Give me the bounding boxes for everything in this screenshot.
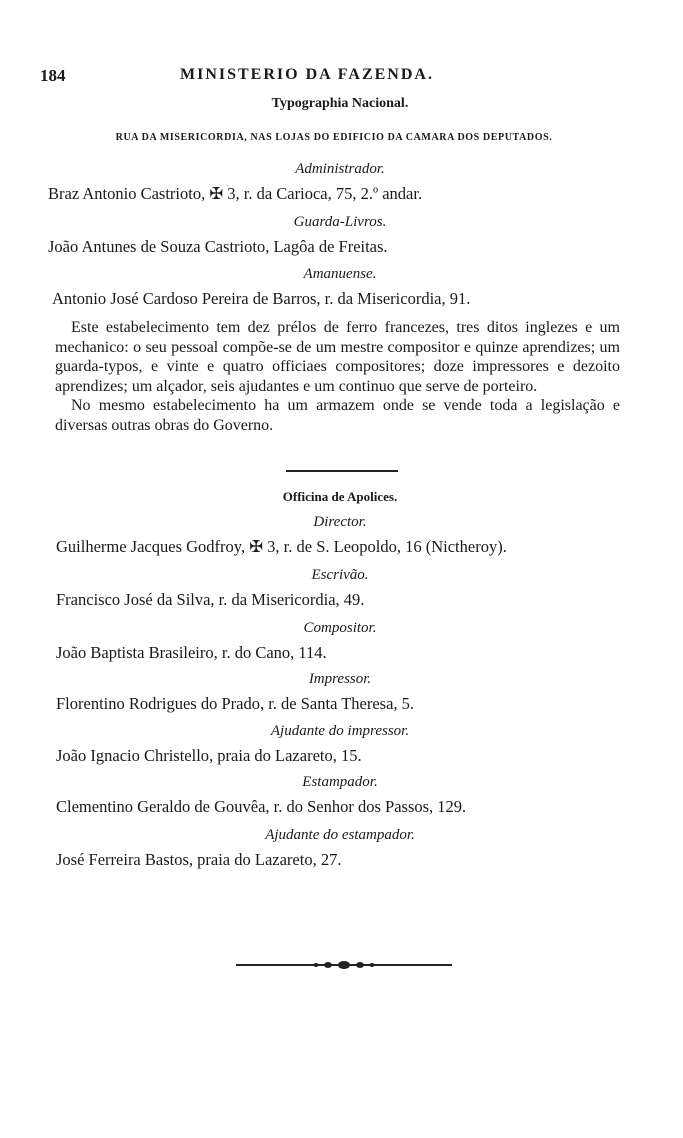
role-guarda-livros: Guarda-Livros.: [293, 214, 387, 230]
role-estampador: Estampador.: [302, 774, 378, 790]
description-paragraph-1: Este estabelecimento tem dez prélos de ferro francezes, tres ditos inglezes e um mechanico: o seu pessoal compõe-se de um mestre compositor e quinze aprendizes; um guarda-typos, e vinte e quatro officiaes compositores; doze impressores e dezoito aprendizes; um alçador, seis ajudantes e um continuo que serve de porteiro.: [55, 319, 620, 395]
page-title: MINISTERIO DA FAZENDA.: [180, 66, 434, 83]
name-ajudante-impressor: João Ignacio Christello, praia do Lazareto, 15.: [56, 746, 362, 765]
role-ajudante-impressor: Ajudante do impressor.: [270, 723, 410, 739]
role-amanuense: Amanuense.: [303, 266, 377, 282]
running-header: [40, 66, 640, 88]
name-guarda-livros: João Antunes de Souza Castrioto, Lagôa de Freitas.: [48, 237, 388, 256]
role-director: Director.: [313, 514, 367, 530]
name-impressor: Florentino Rodrigues do Prado, r. de Santa Theresa, 5.: [56, 694, 415, 713]
section-address: RUA DA MISERICORDIA, NAS LOJAS DO EDIFICIO DA CAMARA DOS DEPUTADOS.: [115, 132, 553, 143]
page-number: 184: [40, 66, 66, 85]
name-estampador: Clementino Geraldo de Gouvêa, r. do Senhor dos Passos, 129.: [56, 797, 467, 816]
section-divider: [286, 470, 398, 472]
ornament-divider: [236, 960, 452, 970]
section-heading-apolices: Officina de Apolices.: [282, 489, 398, 504]
name-administrador: Braz Antonio Castrioto, ✠ 3, r. da Carioca, 75, 2.º andar.: [48, 184, 423, 203]
name-escrivao: Francisco José da Silva, r. da Misericordia, 49.: [56, 590, 365, 609]
role-escrivao: Escrivão.: [311, 567, 369, 583]
role-compositor: Compositor.: [303, 620, 377, 636]
role-ajudante-estampador: Ajudante do estampador.: [265, 827, 415, 843]
name-director: Guilherme Jacques Godfroy, ✠ 3, r. de S. Leopoldo, 16 (Nictheroy).: [56, 537, 507, 556]
role-impressor: Impressor.: [308, 671, 372, 687]
name-ajudante-estampador: José Ferreira Bastos, praia do Lazareto, 27.: [56, 850, 342, 869]
section-heading-typographia: Typographia Nacional.: [271, 96, 409, 111]
description-paragraph-2: No mesmo estabelecimento ha um armazem onde se vende toda a legislação e diversas outras obras do Governo.: [55, 397, 620, 434]
description-text: [55, 318, 620, 435]
name-amanuense: Antonio José Cardoso Pereira de Barros, r. da Misericordia, 91.: [52, 289, 471, 308]
role-administrador: Administrador.: [295, 161, 385, 177]
name-compositor: João Baptista Brasileiro, r. do Cano, 114.: [56, 643, 327, 662]
